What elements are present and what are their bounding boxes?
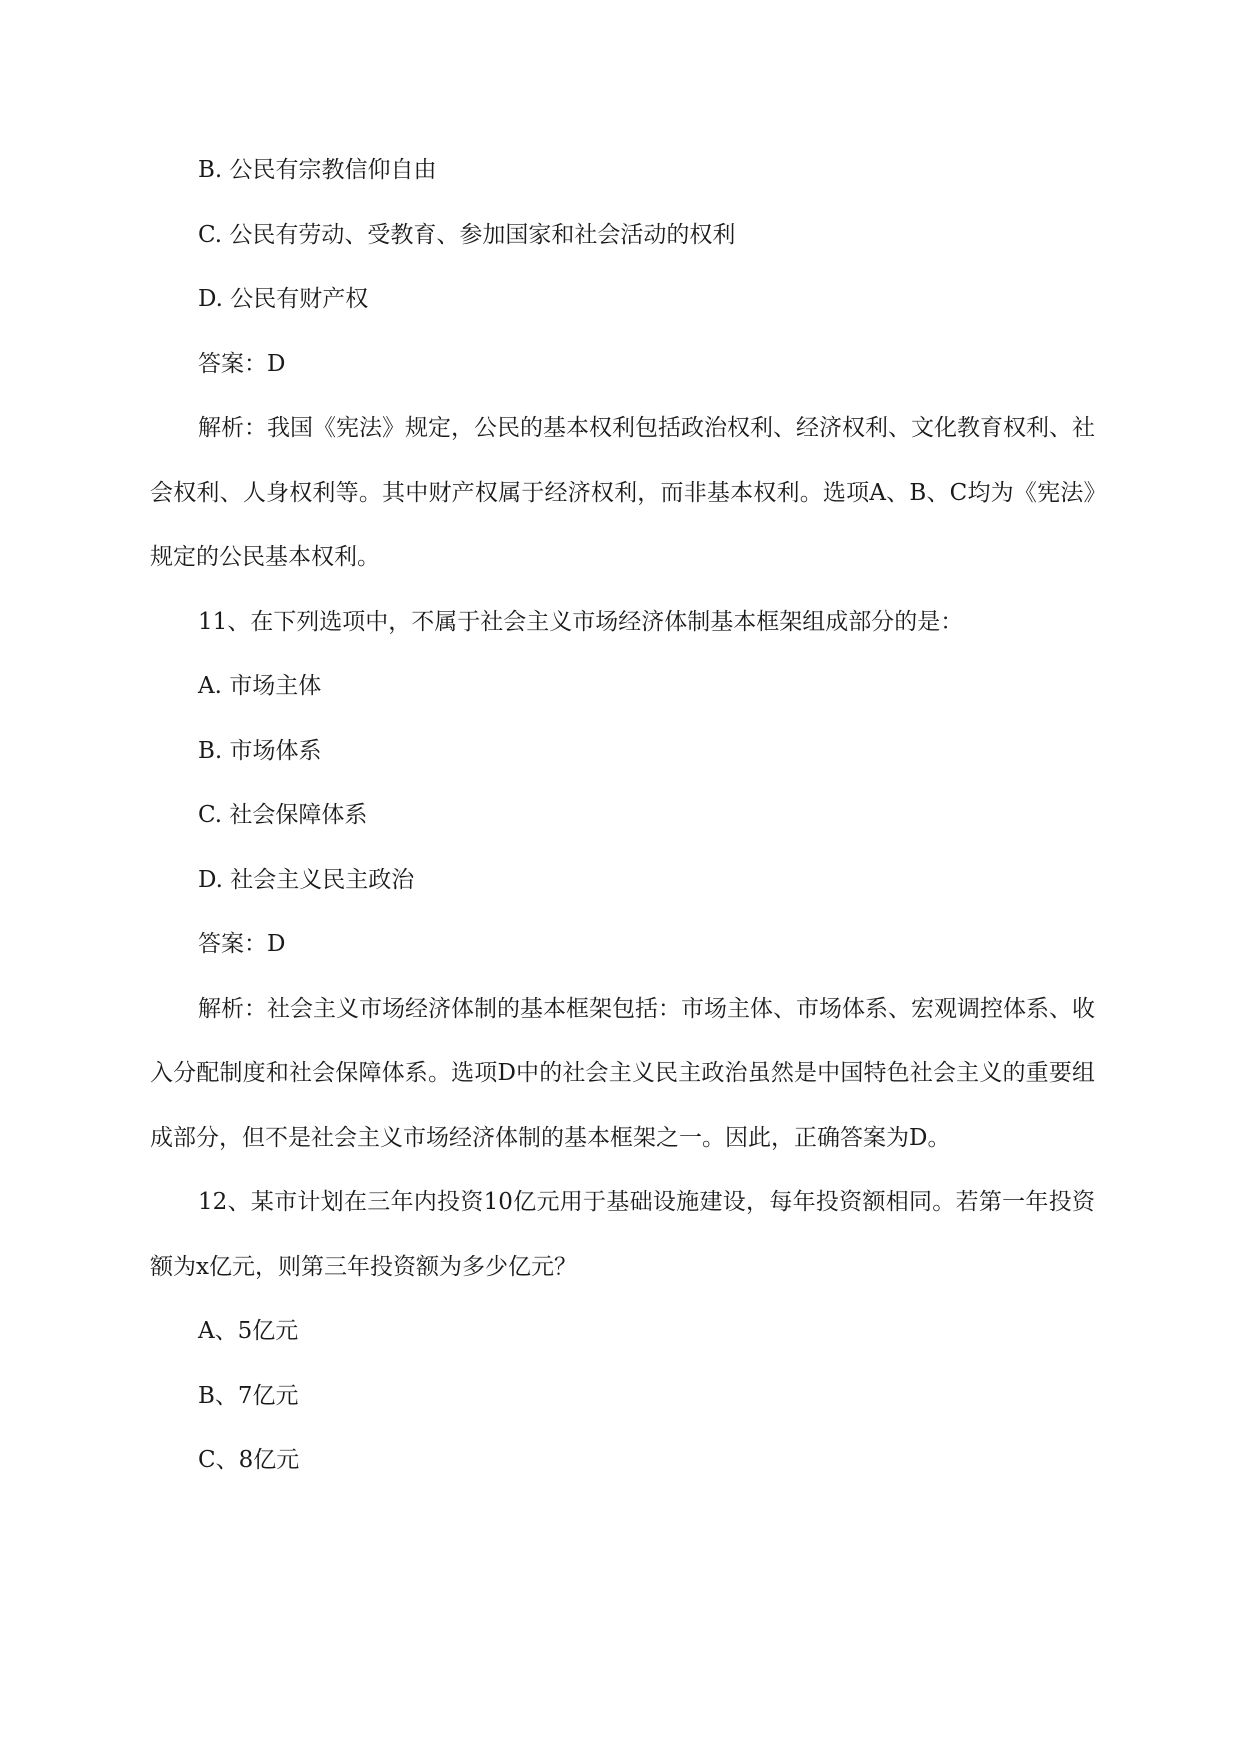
q11-answer: 答案：D [198,931,286,957]
document-body [150,138,1095,1493]
q11-analysis: 解析：社会主义市场经济体制的基本框架包括：市场主体、市场体系、宏观调控体系、收入分配制度和社会保障体系。选项D中的社会主义民主政治虽然是中国特色社会主义的重要组成部分，但不是社会主义市场经济体制的基本框架之一。因此，正确答案为D。 [150,995,1095,1151]
q11-option-d: D. 社会主义民主政治 [198,866,415,893]
q12-option-c: C、8亿元 [198,1447,300,1473]
q12-option-b: B、7亿元 [198,1382,299,1409]
q10-answer: 答案：D [198,350,286,377]
q11-option-a: A. 市场主体 [198,673,322,699]
q10-analysis: 解析：我国《宪法》规定，公民的基本权利包括政治权利、经济权利、文化教育权利、社会权利、人身权利等。其中财产权属于经济权利，而非基本权利。选项A、B、C均为《宪法》规定的公民基本权利。 [150,415,1095,570]
q12-question: 12、某市计划在三年内投资10亿元用于基础设施建设，每年投资额相同。若第一年投资额为x亿元，则第三年投资额为多少亿元？ [150,1189,1095,1280]
q10-option-c: C. 公民有劳动、受教育、参加国家和社会活动的权利 [198,221,736,248]
q11-question: 11、在下列选项中，不属于社会主义市场经济体制基本框架组成部分的是： [198,608,964,635]
q11-option-b: B. 市场体系 [198,737,322,764]
q10-option-d: D. 公民有财产权 [198,286,369,312]
q11-option-c: C. 社会保障体系 [198,802,368,828]
q12-option-a: A、5亿元 [198,1318,299,1344]
q10-option-b: B. 公民有宗教信仰自由 [198,157,437,183]
